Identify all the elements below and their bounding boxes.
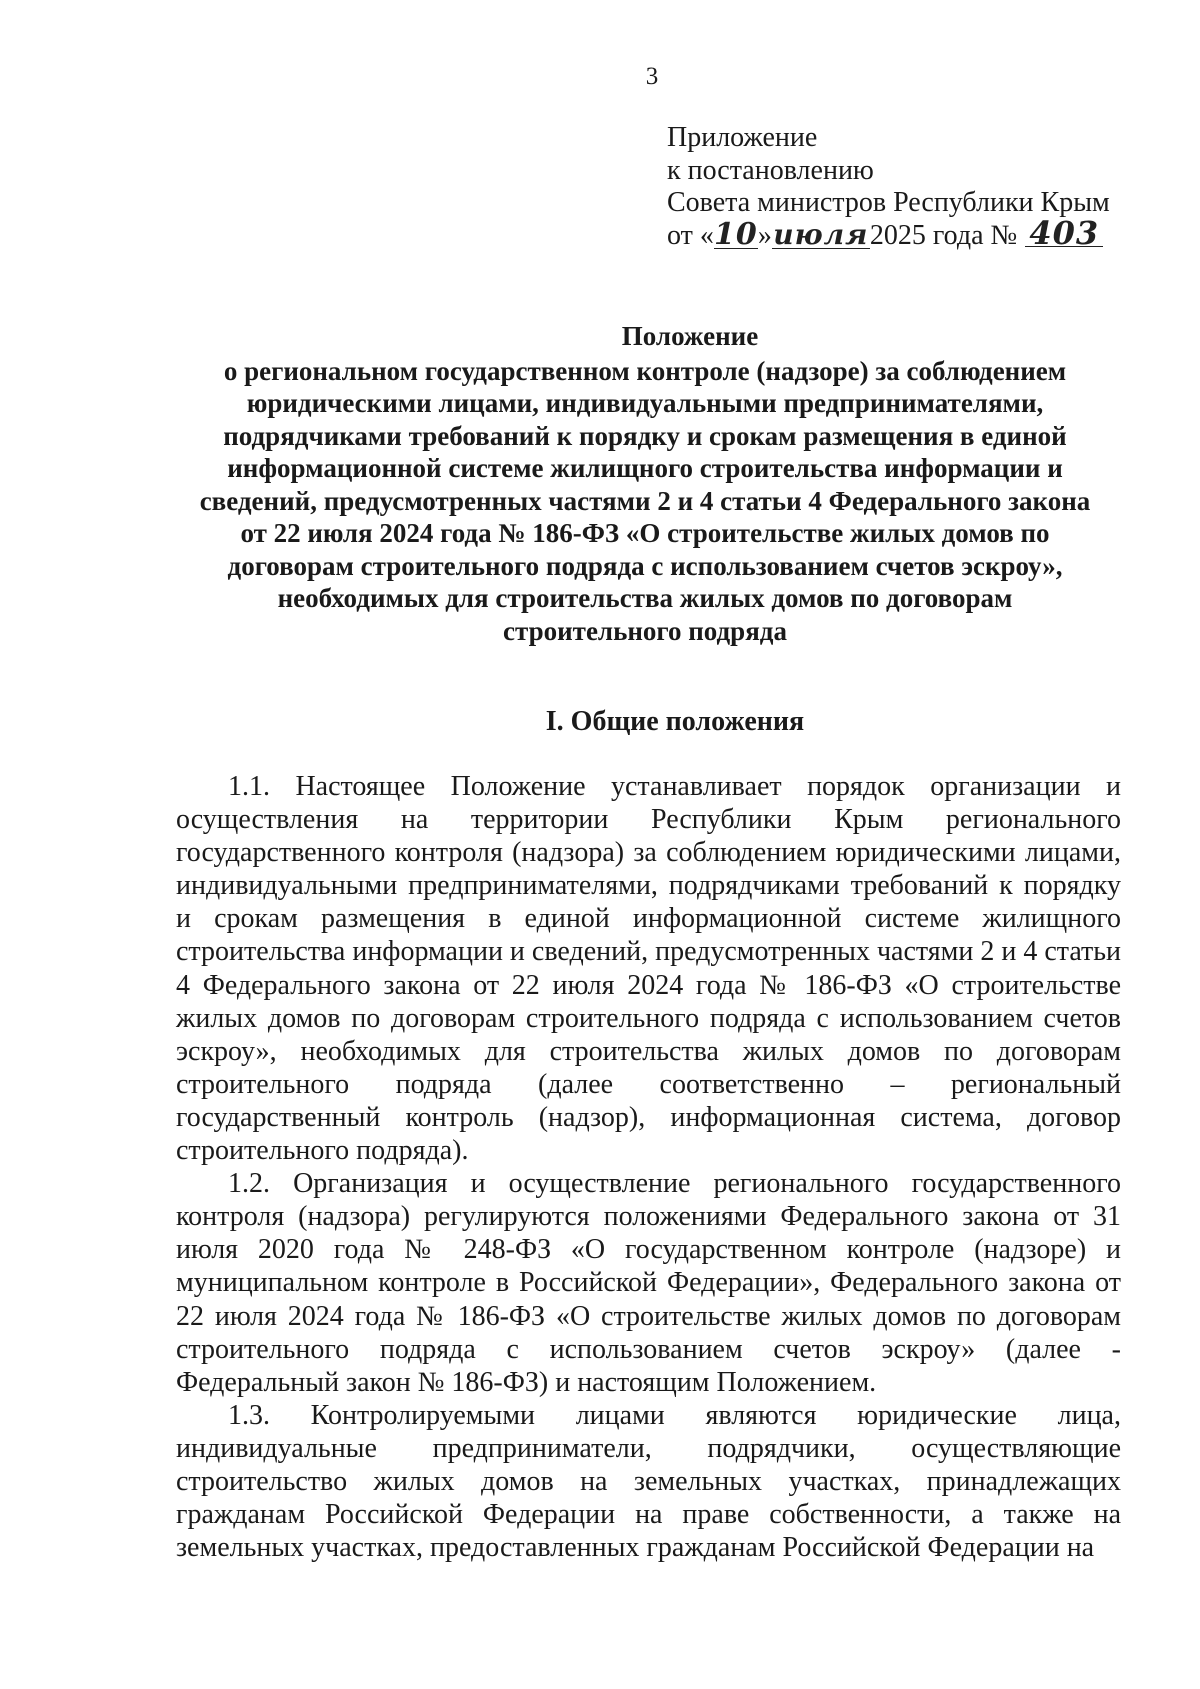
title-line: сведений, предусмотренных частями 2 и 4 статьи 4 Федерального закона [199,485,1091,516]
date-prefix: от « [667,219,714,251]
appendix-date-line [667,213,1110,253]
appendix-council: Совета министров Республики Крым [667,187,1110,218]
date-suffix: 2025 года № [869,219,1018,251]
title-line: юридическими лицами, индивидуальными предпринимателями, [246,388,1044,418]
page-number: 3 [645,63,659,90]
date-mid: » [757,219,772,251]
title-line: договорам строительного подряда с использованием счетов эскроу», [227,550,1063,581]
paragraph-1-1: 1.1. Настоящее Положение устанавливает порядок организации и осуществления на территории Республики Крым регионального государственного контроля (надзора) за соблюдением юридическими лицами, индивидуальными предпринимателями, подрядчиками требований к порядку и срокам размещения в единой информационной системе жилищного строительства информации и сведений, предусмотренных частями 2 и 4 статьи 4 Федерального закона от 22 июля 2024 года № 186-ФЗ «О строительстве жилых домов по договорам строительного подряда с использованием счетов эскроу», необходимых для строительства жилых домов по договорам строительного подряда (далее соответственно – региональный государственный контроль (надзор), информационная система, договор строительного подряда). [176,771,1122,1167]
title-line: от 22 июля 2024 года № 186-ФЗ «О строительстве жилых домов по [240,518,1050,548]
title-line: информационной системе жилищного строительства информации и [227,453,1063,483]
body-text [176,770,1121,1564]
date-month-handwritten: июля [773,217,869,251]
title-line: подрядчиками требований к порядку и срокам размещения в единой [223,420,1067,451]
paragraph-1-2: 1.2. Организация и осуществление регионального государственного контроля (надзора) регулируются положениями Федерального закона от 31 июля 2020 года № 248-ФЗ «О государственном контроле (надзоре) и муниципальном контроле в Российской Федерации», Федерального закона от 22 июля 2024 года № 186-ФЗ «О строительстве жилых домов по договорам строительного подряда с использованием счетов эскроу» (далее - Федеральный закон № 186-ФЗ) и настоящим Положением. [176,1168,1121,1398]
paragraph-1-3: 1.3. Контролируемыми лицами являются юридические лица, индивидуальные предприниматели, подрядчики, осуществляющие строительство жилых домов на земельных участках, принадлежащих гражданам Российской Федерации на праве собственности, а также на земельных участках, предоставленных гражданам Российской Федерации на [176,1399,1121,1564]
title-line: необходимых для строительства жилых домов по договорам [277,583,1013,613]
appendix-block [667,122,1110,252]
appendix-resolution-ref: к постановлению [667,154,874,186]
section-heading: I. Общие положения [545,706,805,737]
date-day-handwritten: 10 [714,216,758,252]
document-title-block [170,320,1120,647]
title-line: о региональном государственном контроле (надзоре) за соблюдением [223,355,1067,386]
document-number-handwritten: 403 [1025,220,1103,247]
document-title: Положение [621,321,759,351]
title-line: строительного подряда [503,615,787,646]
appendix-title: Приложение [667,122,818,153]
